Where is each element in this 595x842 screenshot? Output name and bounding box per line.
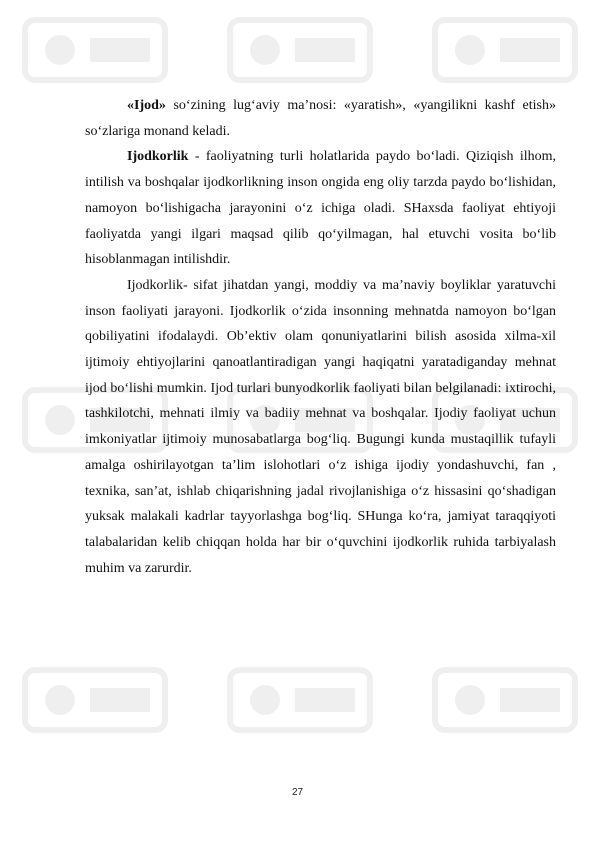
- watermark-logo-icon: [225, 10, 375, 90]
- paragraph-ijodkorlik-description: [85, 273, 556, 581]
- term-ijod: «Ijod»: [127, 98, 166, 113]
- watermark-logo-icon: [20, 660, 170, 740]
- page-number: 27: [291, 787, 304, 798]
- paragraph-text: so‘zining lug‘aviy ma’nosi: «yaratish», «yangilikni kashf etish» so‘zlariga monand keladi.: [85, 98, 556, 139]
- paragraph-text: - faoliyatning turli holatlarida paydo bo‘ladi. Qiziqish ilhom, intilish va boshqalar ijodkorlikning inson ongida eng oliy tarzda paydo bo‘lishidan, namoyon bo‘lishigacha jarayonini o‘z ichiga oladi. SHaxsda faoliyat ehtiyoji faoliyatda yangi ilgari maqsad qilib qo‘yilmagan, hal etuvchi vosita bo‘lib hisoblanmagan intilishdir.: [85, 149, 556, 268]
- document-body: [85, 93, 556, 581]
- watermark-logo-icon: [225, 660, 375, 740]
- paragraph-ijod-definition: [85, 93, 556, 144]
- term-ijodkorlik: Ijodkorlik: [127, 149, 189, 165]
- paragraph-text: Ijodkorlik- sifat jihatdan yangi, moddiy va ma’naviy boyliklar yaratuvchi inson faoliyati jarayoni. Ijodkorlik o‘zida insonning mehnatda namoyon bo‘lgan qobiliyatini ifodalaydi. Ob’ektiv olam qonuniyatlarini bilish asosida xilma-xil ijtimoiy ehtiyojlarini qanoatlantiradigan yangi haqiqatni yaratadiganday mehnat ijod bo‘lishi mumkin. Ijod turlari bunyodkorlik faoliyati bilan belgilanadi: ixtirochi, tashkilotchi, mehnati ilmiy va badiiy mehnat va boshqalar. Ijodiy faoliyat uchun imkoniyatlar ijtimoiy munosabatlarga bog‘liq. Bugungi kunda mustaqillik tufayli amalga oshirilayotgan ta’lim islohotlari o‘z ishiga ijodiy yondashuvchi, fan , texnika, san’at, ishlab chiqarishning jadal rivojlanishiga o‘z hissasini qo‘shadigan yuksak malakali kadrlar tayyorlashga bog‘liq. SHunga ko‘ra, jamiyat taraqqiyoti talabalaridan kelib chiqqan holda har bir o‘quvchini ijodkorlik ruhida tarbiyalash muhim va zarurdir.: [85, 277, 556, 576]
- watermark-logo-icon: [20, 10, 170, 90]
- watermark-logo-icon: [430, 660, 580, 740]
- paragraph-ijodkorlik-definition: [85, 144, 556, 273]
- watermark-logo-icon: [430, 10, 580, 90]
